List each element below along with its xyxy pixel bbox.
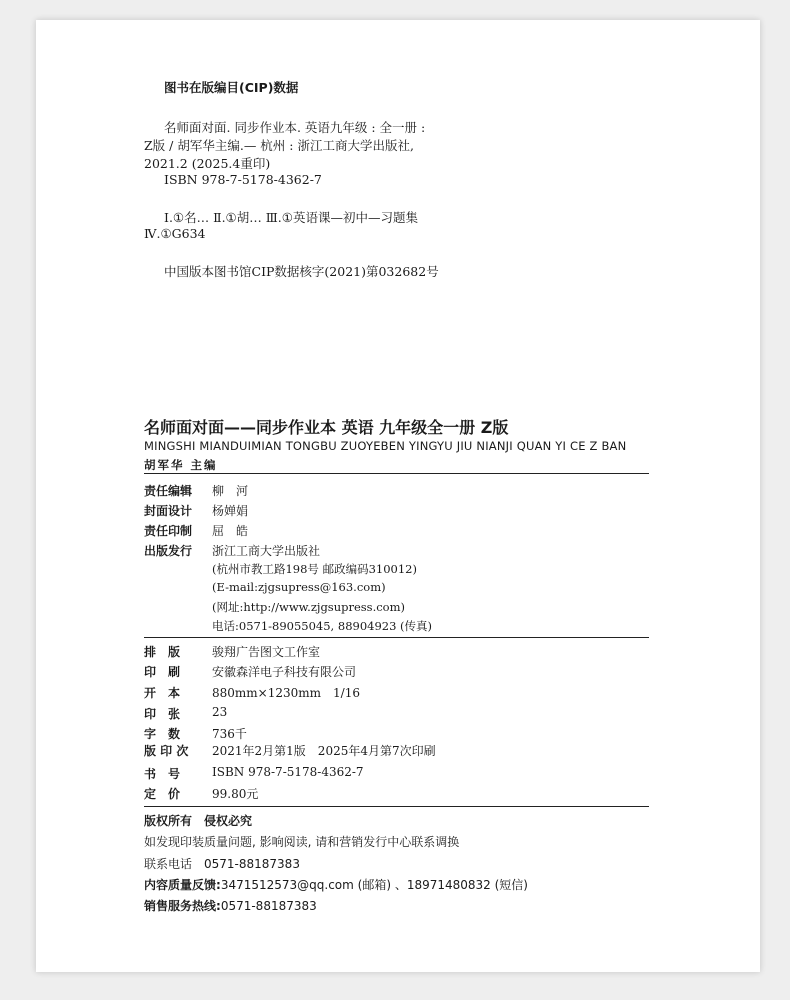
publisher-website: (网址:http://www.zjgsupress.com) bbox=[212, 600, 405, 614]
cip-isbn: ISBN 978-7-5178-4362-7 bbox=[164, 172, 322, 187]
copyright-page bbox=[36, 20, 760, 972]
credit-label: 出版发行 bbox=[144, 544, 193, 558]
feedback-label: 内容质量反馈: bbox=[144, 878, 221, 892]
cip-line-3: 2021.2 (2025.4重印) bbox=[144, 156, 271, 171]
contact-phone: 联系电话 0571-88187383 bbox=[144, 857, 300, 871]
spec-value: 安徽森洋电子科技有限公司 bbox=[212, 665, 357, 679]
spec-label: 印 刷 bbox=[144, 665, 181, 679]
chief-editor: 胡军华 主编 bbox=[144, 458, 218, 472]
content-feedback bbox=[144, 876, 528, 893]
credit-value: 柳 河 bbox=[212, 484, 249, 498]
rights-statement: 版权所有 侵权必究 bbox=[144, 814, 253, 828]
divider-middle bbox=[144, 637, 649, 638]
publisher-address: (杭州市教工路198号 邮政编码310012) bbox=[212, 562, 417, 576]
book-title: 名师面对面——同步作业本 英语 九年级全一册 Z版 bbox=[144, 418, 509, 437]
spec-label: 定 价 bbox=[144, 787, 181, 801]
cip-classification-2: Ⅳ.①G634 bbox=[144, 226, 206, 241]
cip-line-2: Z版 / 胡军华主编.— 杭州 : 浙江工商大学出版社, bbox=[144, 138, 414, 153]
divider-bottom bbox=[144, 806, 649, 807]
quality-notice: 如发现印装质量问题, 影响阅读, 请和营销发行中心联系调换 bbox=[144, 835, 460, 849]
cip-line-1: 名师面对面. 同步作业本. 英语九年级 : 全一册 : bbox=[164, 120, 426, 135]
hotline-value: 0571-88187383 bbox=[220, 899, 317, 913]
publisher-email: (E-mail:zjgsupress@163.com) bbox=[212, 580, 386, 594]
cip-title: 图书在版编目(CIP)数据 bbox=[164, 80, 299, 95]
spec-value: 99.80元 bbox=[212, 787, 259, 801]
credit-value: 屈 皓 bbox=[212, 524, 249, 538]
publisher-phone: 电话:0571-89055045, 88904923 (传真) bbox=[212, 619, 433, 633]
credit-value: 杨婵娟 bbox=[212, 504, 249, 518]
book-title-pinyin: MINGSHI MIANDUIMIAN TONGBU ZUOYEBEN YINGYU JIU NIANJI QUAN YI CE Z BAN bbox=[144, 439, 627, 453]
spec-label: 字 数 bbox=[144, 727, 181, 741]
spec-value: ISBN 978-7-5178-4362-7 bbox=[212, 765, 364, 779]
credit-label: 责任编辑 bbox=[144, 484, 193, 498]
credit-label: 责任印制 bbox=[144, 524, 193, 538]
spec-label: 书 号 bbox=[144, 767, 181, 781]
hotline-label: 销售服务热线: bbox=[144, 899, 221, 913]
feedback-value: 3471512573@qq.com (邮箱) 、18971480832 (短信) bbox=[220, 878, 528, 892]
spec-value: 23 bbox=[212, 705, 228, 719]
spec-value: 880mm×1230mm 1/16 bbox=[212, 686, 360, 700]
sales-hotline bbox=[144, 897, 317, 914]
spec-label: 排 版 bbox=[144, 645, 181, 659]
credit-label: 封面设计 bbox=[144, 504, 193, 518]
spec-label: 开 本 bbox=[144, 686, 181, 700]
spec-value: 骏翔广告图文工作室 bbox=[212, 645, 321, 659]
credit-value: 浙江工商大学出版社 bbox=[212, 544, 321, 558]
spec-value: 2021年2月第1版 2025年4月第7次印刷 bbox=[212, 744, 436, 758]
spec-value: 736千 bbox=[212, 727, 247, 741]
cip-classification-1: Ⅰ.①名… Ⅱ.①胡… Ⅲ.①英语课—初中—习题集 bbox=[164, 210, 418, 225]
spec-label: 版 印 次 bbox=[144, 744, 189, 758]
spec-label: 印 张 bbox=[144, 707, 181, 721]
cip-number: 中国版本图书馆CIP数据核字(2021)第032682号 bbox=[164, 264, 439, 279]
divider-top bbox=[144, 473, 649, 474]
